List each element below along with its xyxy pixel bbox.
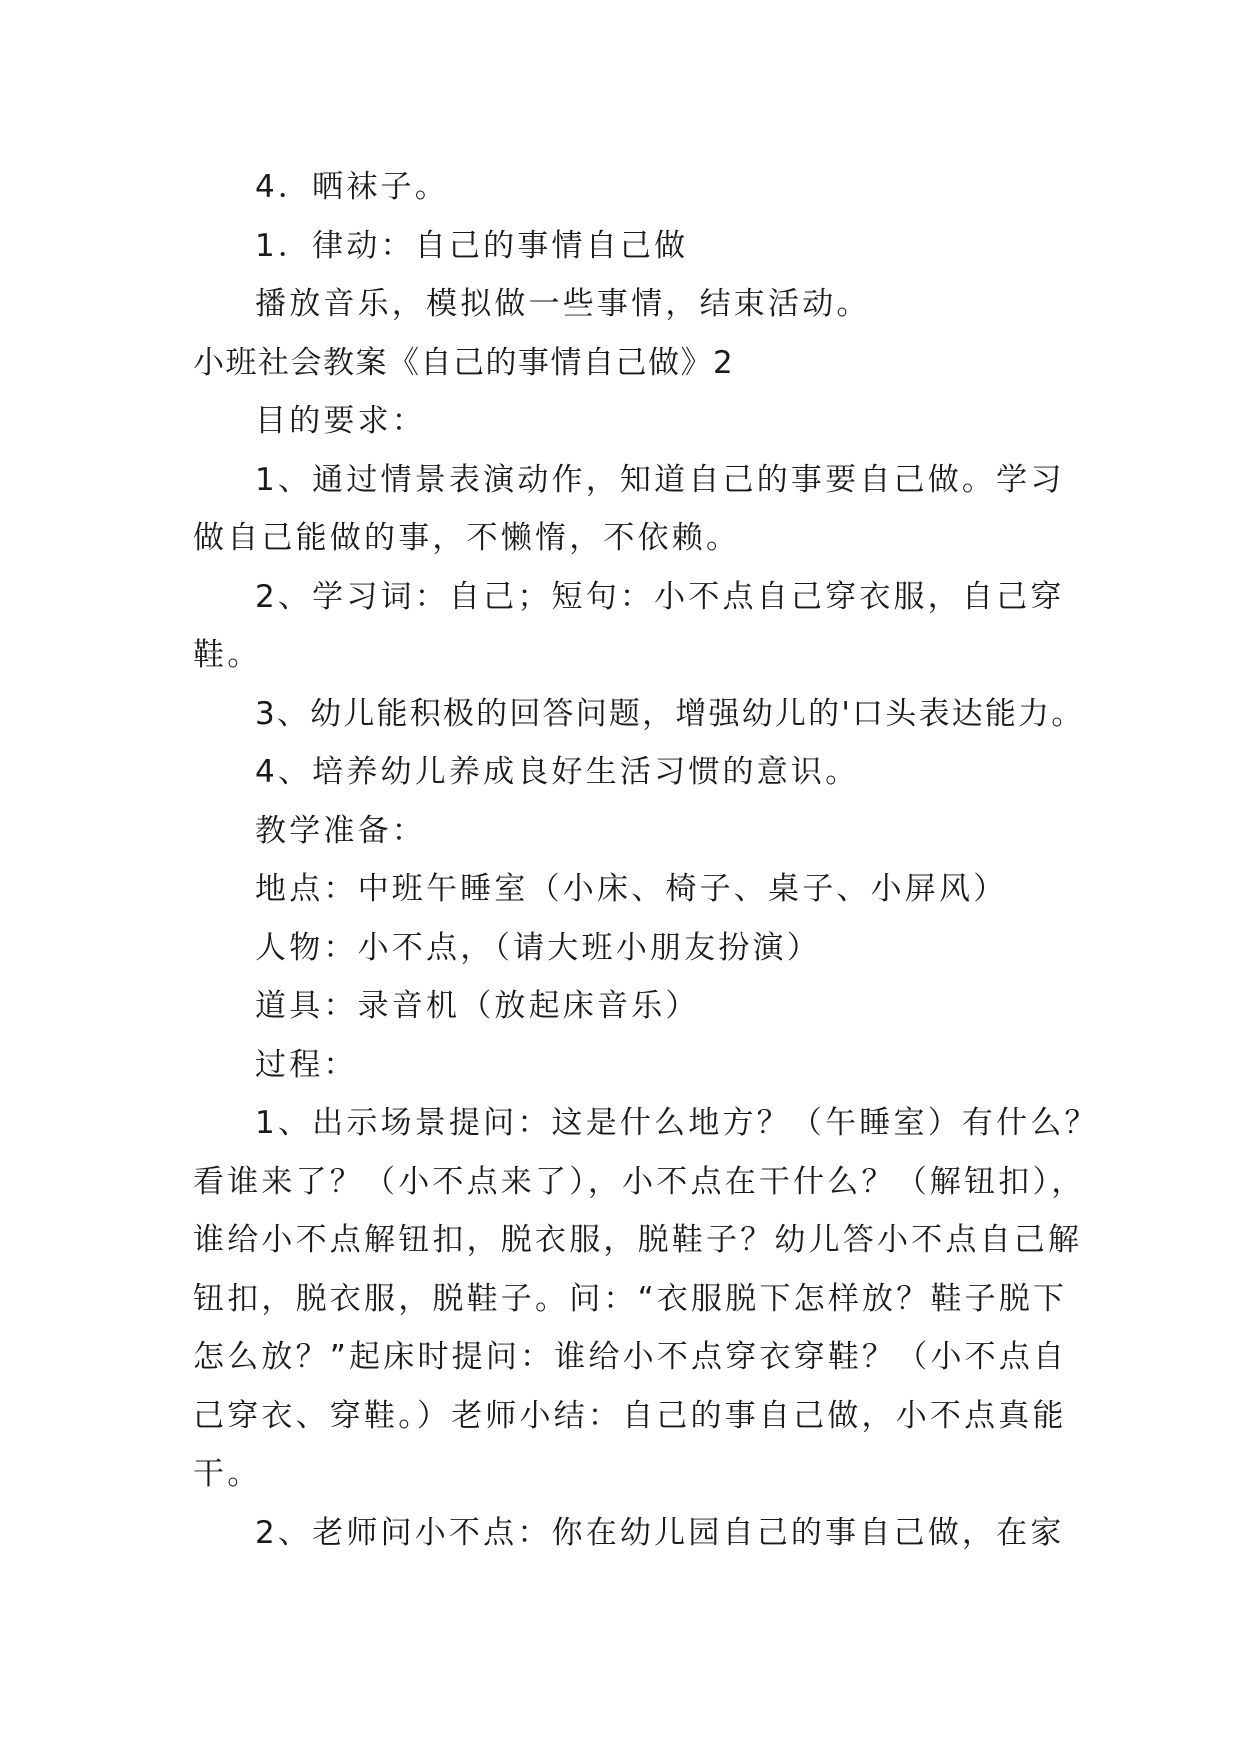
paragraph-objective-4: 4、培养幼儿养成良好生活习惯的意识。 bbox=[255, 754, 860, 790]
heading-objectives: 目的要求： bbox=[255, 403, 426, 439]
paragraph-props: 道具：录音机（放起床音乐） bbox=[255, 988, 700, 1024]
paragraph-rhythm: 1．律动：自己的事情自己做 bbox=[255, 227, 689, 264]
heading-process: 过程： bbox=[255, 1046, 358, 1083]
paragraph-characters: 人物：小不点，（请大班小朋友扮演） bbox=[255, 929, 821, 966]
paragraph-objective-3: 3、幼儿能积极的回答问题，增强幼儿的'口头表达能力。 bbox=[255, 695, 1085, 732]
paragraph-objective-2: 2、学习词：自己；短句：小不点自己穿衣服，自己穿 鞋。 bbox=[193, 578, 1065, 673]
paragraph-step-4: 4．晒袜子。 bbox=[255, 169, 449, 205]
paragraph-objective-1: 1、通过情景表演动作，知道自己的事要自己做。学习 做自己能做的事，不懒惰，不依赖。 bbox=[193, 461, 1065, 556]
section-title: 小班社会教案《自己的事情自己做》2 bbox=[193, 344, 735, 381]
document-page bbox=[193, 158, 1099, 1562]
paragraph-process-2: 2、老师问小不点：你在幼儿园自己的事自己做，在家 bbox=[255, 1514, 1065, 1551]
heading-preparation: 教学准备： bbox=[255, 812, 426, 849]
paragraph-location: 地点：中班午睡室（小床、椅子、桌子、小屏风） bbox=[255, 871, 1008, 907]
paragraph-process-1: 1、出示场景提问：这是什么地方？（午睡室）有什么？ 看谁来了？（小不点来了），小不点在干什么？（解钮扣）， 谁给小不点解钮扣，脱衣服，脱鞋子？幼儿答小不点自己解 钮扣，脱衣服，脱鞋子。问：“衣服脱下怎样放？鞋子脱下 怎么放？”起床时提问：谁给小不点穿衣穿鞋？（小不点自 己穿衣、穿鞋。）老师小结：自己的事自己做，小不点真能 干。 bbox=[193, 1105, 1099, 1492]
paragraph-music: 播放音乐，模拟做一些事情，结束活动。 bbox=[255, 286, 871, 322]
